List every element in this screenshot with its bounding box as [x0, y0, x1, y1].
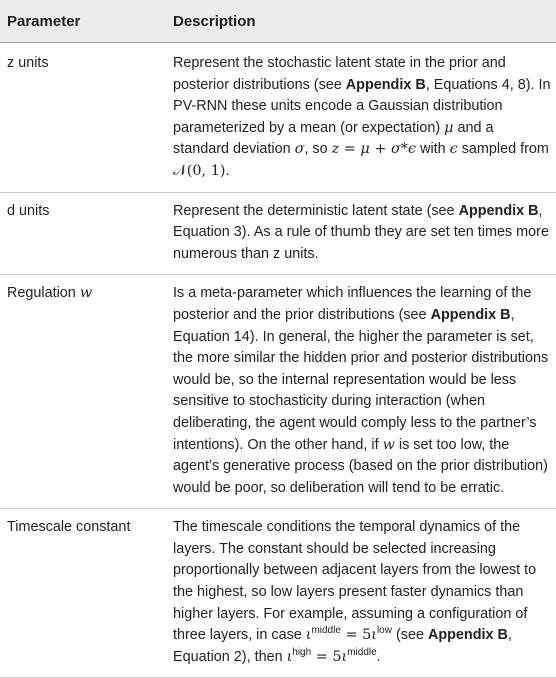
desc-text: is set too low, the agent’s generative process (based on the prior distribution) would be poor, so deliberation will tend to be erratic. [173, 436, 548, 496]
math-equals-five: = 5 [311, 648, 342, 665]
desc-text: sampled from [457, 141, 549, 158]
desc-text: Represent the stochastic latent state in the prior and posterior distributions (see [173, 55, 506, 93]
description-cell [157, 43, 556, 193]
desc-text: , Equation 3). As a rule of thumb they are set ten times more numerous than z units. [173, 202, 549, 262]
appendix-ref: Appendix B [345, 76, 426, 93]
header-description: Description [157, 0, 556, 43]
superscript-low: low [376, 625, 392, 637]
desc-text: , Equations 4, 8). In PV-RNN these units encode a Gaussian distribution parameterized by a mean (or expectation) [173, 76, 551, 136]
math-sigma: σ [294, 141, 305, 158]
param-cell: d units [0, 192, 157, 275]
table-row [0, 275, 556, 509]
superscript-middle: middle [311, 625, 341, 637]
table-row [0, 509, 556, 678]
desc-text: with [416, 141, 450, 158]
desc-text: and a standard deviation [173, 119, 494, 158]
appendix-ref: Appendix B [427, 627, 508, 644]
math-iota: ι [371, 627, 377, 644]
table-row [0, 192, 556, 275]
math-iota: ι [341, 648, 348, 665]
param-text: Regulation [7, 285, 80, 302]
math-iota: ι [305, 627, 312, 644]
header-row [0, 0, 556, 43]
desc-text: (see [391, 627, 428, 644]
desc-text: Represent the deterministic latent state (see [173, 202, 459, 219]
superscript-middle: middle [347, 646, 377, 658]
math-equals-five: = 5 [340, 627, 372, 644]
desc-text: , Equation 2), then [173, 627, 512, 665]
description-cell [157, 275, 556, 509]
table-row [0, 43, 556, 193]
math-formula: z = μ + σ*ϵ [331, 141, 417, 158]
math-iota: ι [286, 648, 293, 665]
appendix-ref: Appendix B [430, 306, 511, 323]
param-variable: w [79, 285, 93, 302]
desc-text: . [376, 648, 381, 665]
description-cell [157, 509, 556, 678]
param-cell: z units [0, 43, 157, 193]
math-w: w [382, 436, 395, 453]
math-mu: μ [444, 119, 454, 136]
appendix-ref: Appendix B [458, 202, 539, 219]
superscript-high: high [292, 646, 312, 658]
desc-text: Is a meta-parameter which influences the learning of the posterior and the prior distributions (see [173, 285, 532, 323]
header-parameter: Parameter [0, 0, 157, 43]
param-cell [0, 275, 157, 509]
param-cell: Timescale constant [0, 509, 157, 678]
desc-text: . [225, 162, 230, 179]
description-cell [157, 192, 556, 275]
desc-text: , so [304, 141, 332, 158]
desc-text: The timescale conditions the temporal dynamics of the layers. The constant should be selected increasing proportionally between adjacent layers from the lowest to the highest, so low layers present faster dynamics than higher layers. For example, assuming a configuration of three layers, in case [173, 519, 537, 644]
desc-text: , Equation 14). In general, the higher the parameter is set, the more similar the hidden prior and posterior distributions would be, so the internal representation would be less sensitive to stochasticity during interaction (when deliberating, the agent would comply less to the partner’s intentions). On the other hand, if [173, 306, 549, 453]
math-normal: 𝒩(0, 1) [173, 162, 226, 179]
math-epsilon: ϵ [449, 141, 458, 158]
